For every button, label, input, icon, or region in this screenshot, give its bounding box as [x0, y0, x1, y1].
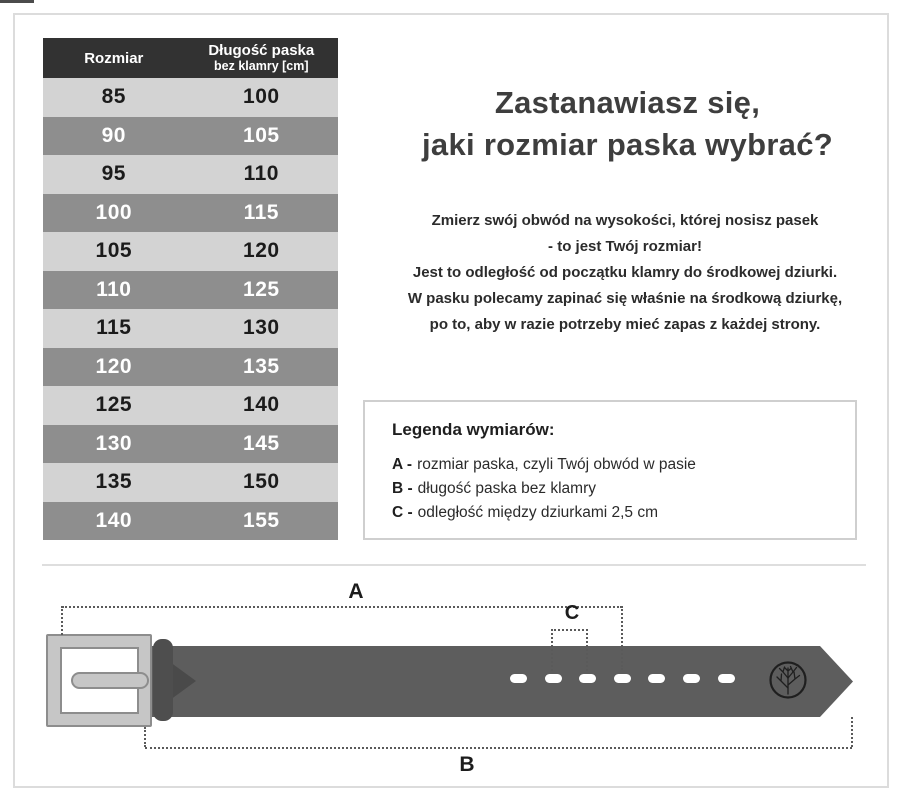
legend-letter-c: C - — [392, 504, 413, 521]
size-cell: 115 — [96, 316, 132, 340]
size-cell: 95 — [101, 162, 126, 186]
length-cell: 155 — [243, 508, 280, 532]
intro-paragraph — [340, 208, 900, 338]
intro-text-line: Jest to odległość od początku klamry do środkowej dziurki. — [412, 264, 838, 281]
measurement-c-label: C — [564, 602, 580, 624]
measurement-b-tick-right — [851, 717, 853, 747]
legend-text-c: odległość między dziurkami 2,5 cm — [417, 504, 659, 521]
intro-text-line: Zmierz swój obwód na wysokości, której nosisz pasek — [431, 212, 819, 229]
legend-item-a — [392, 453, 845, 477]
intro-text-line: W pasku polecamy zapinać się właśnie na środkową dziurkę, — [407, 290, 843, 307]
measurement-a-tick-left — [61, 606, 63, 635]
measurement-a-line — [62, 606, 622, 608]
length-cell: 140 — [243, 393, 280, 417]
intro-text-line: po to, aby w razie potrzeby mieć zapas z każdej strony. — [429, 316, 821, 333]
measurement-b-label: B — [459, 753, 475, 776]
length-cell: 105 — [243, 123, 280, 147]
size-cell: 85 — [101, 85, 126, 109]
measurement-c-line — [551, 629, 588, 631]
measurement-c-tick-left — [551, 629, 553, 671]
belt-hole — [614, 674, 631, 683]
top-edge-artifact — [0, 0, 34, 3]
belt-buckle-prong — [71, 672, 149, 689]
length-cell: 120 — [243, 239, 280, 263]
legend-item-b — [392, 477, 845, 501]
table-row — [43, 232, 338, 271]
length-cell: 110 — [243, 162, 279, 186]
length-cell: 130 — [243, 316, 280, 340]
legend-text-b: długość paska bez klamry — [417, 480, 597, 497]
table-row — [43, 463, 338, 502]
length-cell: 150 — [243, 470, 280, 494]
belt-hole — [579, 674, 596, 683]
belt-hole — [648, 674, 665, 683]
legend-letter-a: A - — [392, 456, 413, 473]
measurement-b-tick-left — [144, 727, 146, 747]
length-cell: 145 — [243, 431, 280, 455]
table-row — [43, 117, 338, 156]
size-table — [43, 38, 338, 540]
belt-keeper-loop — [153, 639, 173, 721]
size-cell: 120 — [95, 354, 133, 378]
belt-hole — [718, 674, 735, 683]
table-header-length-line2: bez klamry [cm] — [214, 59, 309, 73]
size-cell: 140 — [95, 508, 133, 532]
size-cell: 105 — [95, 239, 133, 263]
length-cell: 100 — [243, 85, 280, 109]
belt-hole — [683, 674, 700, 683]
measurement-a-label: A — [348, 580, 364, 603]
size-cell: 135 — [95, 470, 133, 494]
measurement-a-tick-right — [621, 606, 623, 670]
table-row — [43, 78, 338, 117]
table-row — [43, 194, 338, 233]
size-cell: 125 — [95, 393, 133, 417]
page-title — [345, 82, 900, 166]
table-header-length — [185, 43, 338, 73]
tree-logo-icon — [768, 660, 808, 700]
length-cell: 135 — [243, 354, 280, 378]
page-title-line1: Zastanawiasz się, — [494, 85, 761, 120]
legend-letter-b: B - — [392, 480, 413, 497]
belt-hole — [545, 674, 562, 683]
table-header-size: Rozmiar — [84, 49, 144, 67]
legend-item-c — [392, 501, 845, 525]
table-row — [43, 425, 338, 464]
section-divider — [42, 564, 866, 566]
table-row — [43, 155, 338, 194]
measurement-b-line — [145, 747, 852, 749]
legend-title: Legenda wymiarów: — [392, 420, 555, 439]
length-cell: 125 — [243, 277, 280, 301]
legend-text-a: rozmiar paska, czyli Twój obwód w pasie — [417, 456, 696, 473]
size-cell: 100 — [95, 200, 133, 224]
legend-box — [363, 400, 857, 540]
table-row — [43, 271, 338, 310]
legend-content — [365, 402, 855, 525]
table-row — [43, 348, 338, 387]
table-row — [43, 502, 338, 541]
table-header-length-line1: Długość paska — [208, 42, 315, 59]
belt-hole — [510, 674, 527, 683]
page-title-line2: jaki rozmiar paska wybrać? — [422, 127, 833, 162]
belt-strap — [152, 646, 853, 717]
measurement-c-tick-right — [586, 629, 588, 671]
size-cell: 130 — [95, 431, 133, 455]
size-cell: 90 — [101, 123, 126, 147]
table-header-row — [43, 38, 338, 78]
belt-tip-triangle — [170, 662, 196, 700]
size-cell: 110 — [96, 277, 132, 301]
intro-text-line: - to jest Twój rozmiar! — [548, 238, 702, 255]
length-cell: 115 — [243, 200, 279, 224]
table-row — [43, 309, 338, 348]
table-row — [43, 386, 338, 425]
